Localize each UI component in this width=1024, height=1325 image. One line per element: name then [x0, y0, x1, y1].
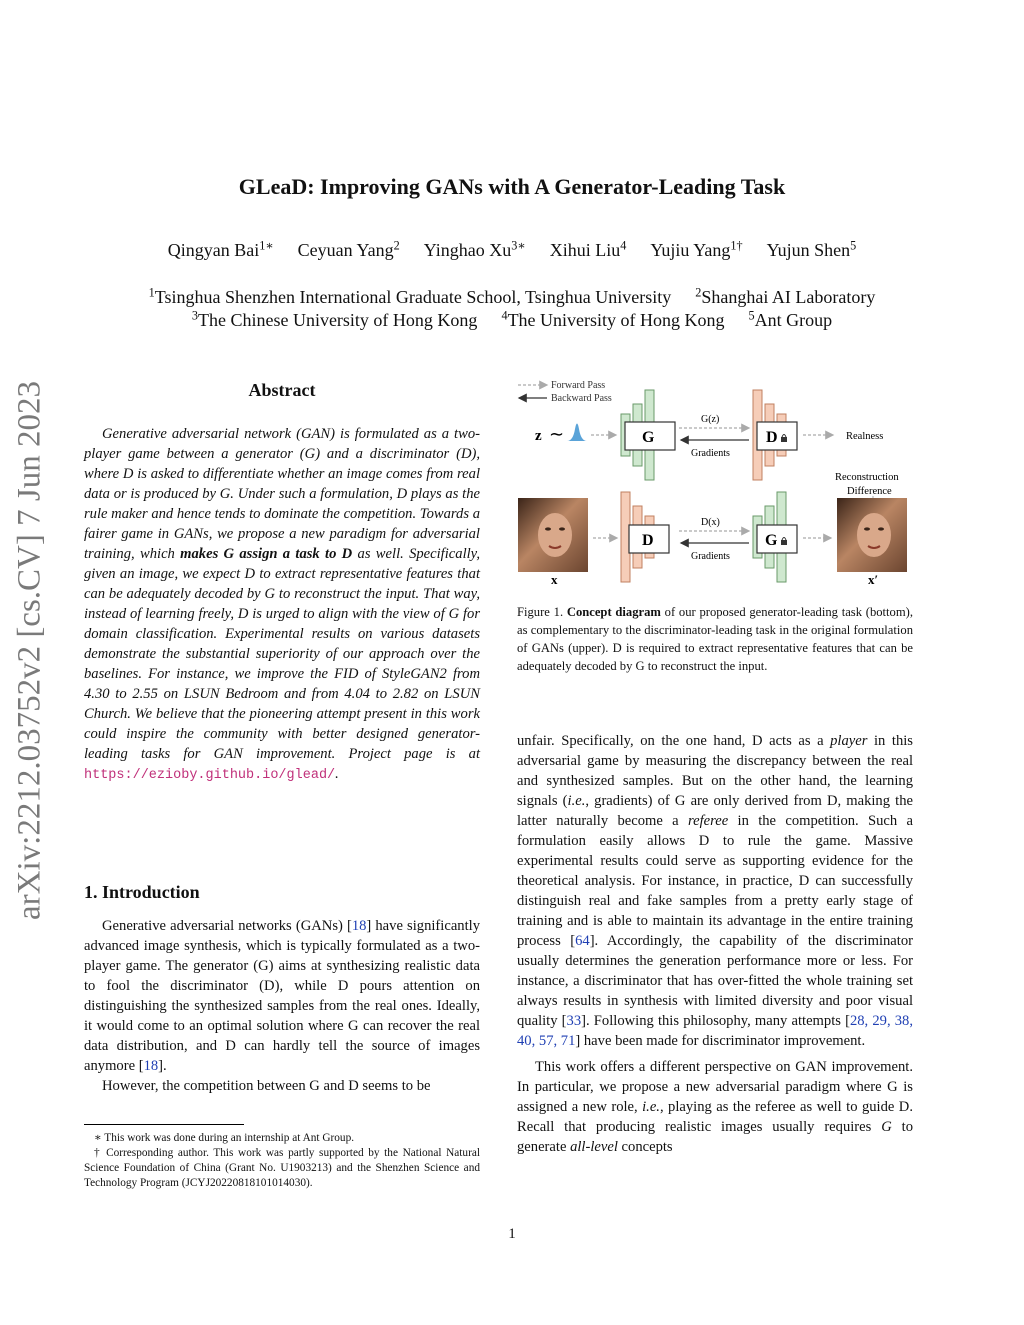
legend-backward [519, 393, 612, 404]
intro-body: Generative adversarial networks (GANs) [18] have significantly advanced image synthesis, which is typically formulated as a two-player game. The generator (G) aims at synthesizing realistic data to fool the discriminator (D), while D pours attention on distinguishing the synthesized samples from the real ones. Ideally, it would come to an optimal solution where G can recover the real data distribution, and D can hardly tell the source of images anymore [18]. However, the competition between G and D seems to be [84, 918, 480, 1094]
author [168, 240, 274, 260]
author-name: Qingyan Bai [167, 240, 260, 260]
svg-text:Forward Pass: Forward Pass [551, 380, 606, 391]
svg-text:D: D [642, 532, 654, 549]
author [298, 240, 400, 260]
gradients-label-upper: Gradients [691, 448, 730, 459]
author-name: Yujiu Yang [650, 240, 731, 260]
gz-label: G(z) [701, 414, 720, 425]
page-number: 1 [508, 1226, 516, 1242]
svg-text:Backward Pass: Backward Pass [551, 393, 612, 404]
arxiv-identifier: arXiv:2212.03752v2 [cs.CV] 7 Jun 2023 [11, 381, 48, 920]
author-name: Yinghao Xu [423, 240, 512, 260]
citation-link[interactable]: 18 [143, 1058, 159, 1074]
x-prime-label: x′ [868, 572, 879, 587]
author [424, 240, 526, 260]
affiliations-line-2 [0, 310, 1024, 331]
author-affiliation-mark: 1† [730, 238, 743, 253]
author [550, 240, 627, 260]
abstract-body: Generative adversarial network (GAN) is formulated as a two-player game between a generator (G) and a discriminator (D), where D is asked to differentiate whether an image comes from real data or is produced by G. Under such a formulation, D plays as the rule maker and hence tends to dominate the competition. Towards a fairer game in GANs, we propose a new paradigm for adversarial training, which makes G assign a task to D as well. Specifically, given an image, we expect D to extract representative features that can be adequately decoded by G to reconstruct the input. That way, instead of learning freely, D is urged to align with the view of G for domain classification. Experimental results on various datasets demonstrate the substantial superiority of our approach over the baselines. For instance, we improve the FID of StyleGAN2 from 4.30 to 2.55 on LSUN Bedroom and from 4.04 to 2.82 on LSUN Church. We believe that the pioneering attempt present in this work could inspire the community with better designed generator-leading tasks for GAN improvement. Project page is at https://ezioby.github.io/glead/. [84, 426, 480, 783]
affiliation: $^2$Shanghai AI Laboratory [695, 285, 876, 307]
dx-label: D(x) [701, 517, 720, 528]
affiliation: $^1$Tsinghua Shenzhen International Graduate School, Tsinghua University [148, 285, 672, 307]
author-name: Ceyuan Yang [297, 240, 394, 260]
figure-caption: Figure 1. Concept diagram of our proposed generator-leading task (bottom), as complementary to the discriminator-leading task in the original formulation of GANs (upper). D is required to extract representative features that can be adequately decoded by G to reconstruct the input. [517, 605, 913, 673]
footnotes [84, 1124, 480, 1191]
intro-paragraph-2: However, the competition between G and D seems to be [102, 1078, 431, 1094]
footnote-2: † Corresponding author. This work was partly supported by the National Natural Science Foundation of China (Grant No. U1903213) and the Shenzhen Science and Technology Program (JCYJ20220818101014030). [84, 1147, 480, 1189]
gradients-label-lower: Gradients [691, 551, 730, 562]
reconstructed-face-image [837, 498, 907, 572]
project-page-link[interactable]: https://ezioby.github.io/glead/ [84, 768, 336, 783]
author-affiliation-mark: 3∗ [511, 238, 526, 253]
author [650, 240, 742, 260]
abstract-heading: Abstract [248, 380, 316, 400]
abstract-bold-phrase: makes G assign a task to D [180, 546, 353, 562]
svg-text:G: G [765, 532, 778, 549]
author-affiliation-mark: 2 [393, 238, 400, 253]
author-affiliation-mark: 4 [620, 238, 627, 253]
legend-forward [518, 380, 605, 391]
affiliations-line-1 [0, 287, 1024, 308]
citation-link-group[interactable]: 28, 29, 38, 40, 57, 71 [517, 1013, 913, 1049]
generator-block-upper [621, 390, 675, 480]
author-name: Yujun Shen [766, 240, 851, 260]
intro-heading: 1. Introduction [84, 882, 200, 902]
right-column-body: unfair. Specifically, on the one hand, D acts as a player in this adversarial game by measuring the discrepancy between the real and synthesized samples. But on the other hand, the learning signals (i.e., gradients) of G are only derived from D, making the latter naturally become a referee in the competition. Such a formulation easily allows D to rule the game. Massive experimental results could serve as supporting evidence for the theoretical analysis. For instance, in practice, D can successfully distinguish real and fake samples from a pretty early stage of training and is able to maintain its advantage in the entire training process [64]. Accordingly, the capability of the discriminator usually determines the generation performance more or less. For instance, a discriminator that has over-fitted the whole training set always results in synthesis with limited diversity and poor visual quality [33]. Following this philosophy, many attempts [28, 29, 38, 40, 57, 71] have been made for discriminator improvement. This work offers a different perspective on GAN improvement. In particular, we propose a new adversarial paradigm where G is assigned a new role, i.e., playing as the referee as well to guide D. Recall that producing realistic images usually requires G to generate all-level concepts [517, 733, 914, 1155]
author-list [0, 240, 1024, 261]
discriminator-block-upper [753, 390, 797, 480]
concept-diagram-figure [513, 374, 913, 589]
affiliation: $^5$Ant Group [748, 308, 833, 330]
difference-label: Difference [847, 486, 892, 497]
paper-title: GLeaD: Improving GANs with A Generator-Leading Task [238, 174, 786, 199]
discriminator-block-lower [621, 492, 669, 582]
citation-link[interactable]: 18 [351, 918, 367, 934]
realness-label: Realness [846, 431, 884, 442]
tilde-symbol: ∼ [549, 424, 565, 444]
footnote-1: ∗ This work was done during an internship at Ant Group. [94, 1132, 355, 1144]
citation-link[interactable]: 64 [575, 933, 590, 949]
affiliation: $^3$The Chinese University of Hong Kong [191, 308, 478, 330]
generator-block-lower [753, 492, 797, 582]
concept-diagram-svg [513, 374, 913, 589]
x-label: x [551, 572, 558, 587]
author-name: Xihui Liu [549, 240, 621, 260]
author [767, 240, 857, 260]
affiliation: $^4$The University of Hong Kong [501, 308, 725, 330]
gaussian-icon [567, 424, 587, 442]
author-affiliation-mark: 1∗ [259, 238, 274, 253]
svg-text:D: D [766, 429, 778, 446]
input-face-image [518, 498, 588, 572]
author-affiliation-mark: 5 [850, 238, 857, 253]
svg-text:G: G [642, 429, 655, 446]
z-label: z [535, 428, 542, 444]
footnote-rule [84, 1124, 244, 1125]
citation-link[interactable]: 33 [566, 1013, 582, 1029]
reconstruction-label: Reconstruction [835, 472, 899, 483]
